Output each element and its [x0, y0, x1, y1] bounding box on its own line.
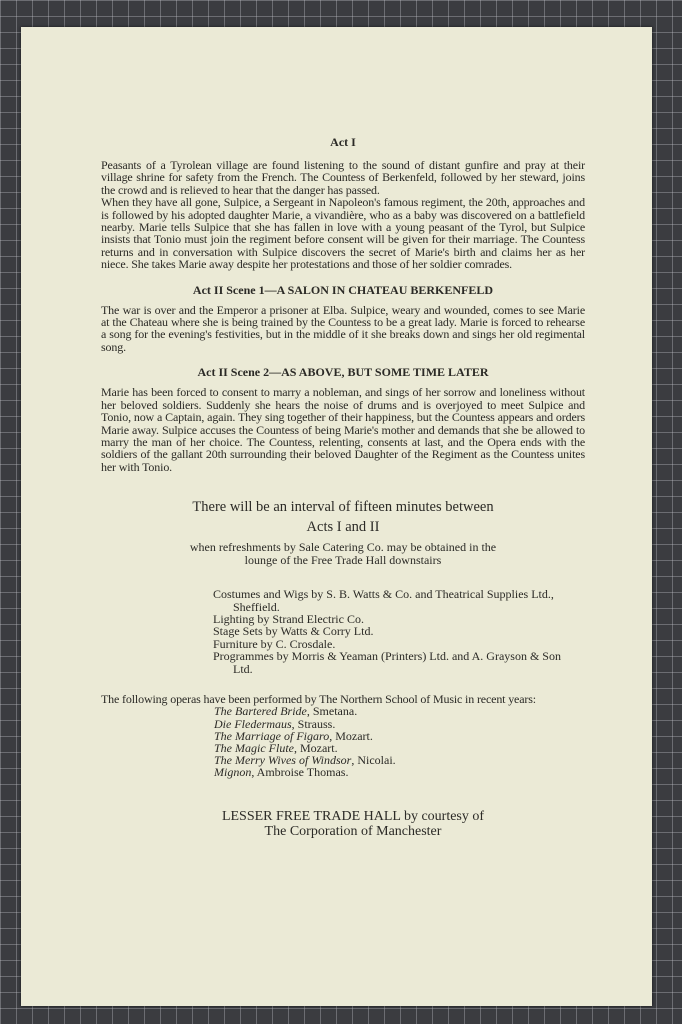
act1-synopsis: Peasants of a Tyrolean village are found listening to the sound of distant gunfire and pray at their village shrine for safety from the French. The Countess of Berkenfeld, followed by her steward, joins the crowd and is relieved to hear that the danger has passed.	[101, 158, 585, 197]
opera-title: Die Fledermaus	[214, 716, 292, 731]
opera-composer: , Mozart.	[329, 728, 373, 743]
opera-title: The Magic Flute	[214, 740, 294, 755]
opera-item	[214, 766, 585, 778]
operas-intro: The following operas have been performed by The Northern School of Music in recent years:	[101, 691, 536, 706]
opera-composer: , Mozart.	[293, 740, 338, 755]
page-content	[101, 135, 585, 840]
act2-scene2-heading: Act II Scene 2—AS ABOVE, BUT SOME TIME LATER	[197, 365, 489, 380]
footer-line-1: LESSER FREE TRADE HALL by courtesy of	[221, 808, 485, 824]
venue-footer	[121, 809, 585, 840]
credit-costumes: Costumes and Wigs by S. B. Watts & Co. and Theatrical Supplies Ltd., Sheffield.	[213, 587, 554, 614]
act1-synopsis-continued: When they have all gone, Sulpice, a Sergeant in Napoleon's famous regiment, the 20th, approaches and is followed by his adopted daughter Marie, a vivandière, who as a baby was discovered on a battlefield nearby. Marie tells Sulpice that she has fallen in love with a young peasant of the Tyrol, but Sulpice insists that Tonio must join the regiment before consent will be given for their marriage. The Countess returns and in conversation with Sulpice discovers the secret of Marie's birth and claims her as her niece. She takes Marie away despite her protestations and those of her soldier comrades.	[101, 195, 585, 272]
interval-line-3: when refreshments by Sale Catering Co. may be obtained in the	[189, 540, 497, 555]
interval-line-2: Acts I and II	[306, 519, 380, 536]
credit-programmes: Programmes by Morris & Yeaman (Printers) Ltd. and A. Grayson & Son Ltd.	[213, 649, 561, 676]
production-credits	[213, 588, 583, 675]
opera-title: The Marriage of Figaro	[214, 728, 330, 743]
opera-title: The Merry Wives of Windsor	[214, 753, 352, 768]
opera-composer: , Nicolai.	[351, 753, 396, 768]
interval-notice	[101, 497, 585, 566]
opera-title: The Bartered Bride	[214, 704, 307, 719]
interval-line-4: lounge of the Free Trade Hall downstairs	[244, 552, 442, 567]
opera-composer: , Ambroise Thomas.	[251, 765, 349, 780]
footer-line-2: The Corporation of Manchester	[264, 824, 442, 840]
act2-scene2-synopsis: Marie has been forced to consent to marry a nobleman, and sings of her sorrow and loneliness without her beloved soldiers. Suddenly she hears the noise of drums and is overjoyed to meet Sulpice and Tonio, now a Captain, again. They sing together of their happiness, but the Countess appears and orders Marie away. Sulpice accuses the Countess of being Marie's mother and demands that she be allowed to marry the man of her choice. The Countess, relenting, consents at last, and the Opera ends with the soldiers of the gallant 20th surrounding their beloved Daughter of the Regiment as the Countess unites her with Tonio.	[101, 385, 585, 474]
operas-list	[214, 705, 585, 778]
act1-heading: Act I	[330, 135, 356, 149]
interval-line-1: There will be an interval of fifteen minutes between	[192, 499, 494, 516]
opera-composer: , Smetana.	[306, 704, 358, 719]
credit-lighting: Lighting by Strand Electric Co.	[213, 611, 364, 626]
opera-composer: , Strauss.	[291, 716, 336, 731]
act2-scene1-synopsis: The war is over and the Emperor a prisoner at Elba. Sulpice, weary and wounded, comes to see Marie at the Chateau where she is being trained by the Countess to be a great lady. Marie is forced to rehearse a song for the evening's festivities, but in the middle of it she breaks down and sings her old regimental song.	[101, 302, 585, 354]
act2-scene1-heading: Act II Scene 1—A SALON IN CHATEAU BERKENFELD	[192, 282, 494, 297]
programme-page	[21, 27, 652, 1006]
opera-title: Mignon	[214, 765, 252, 780]
credit-stage-sets: Stage Sets by Watts & Corry Ltd.	[213, 624, 374, 639]
credit-furniture: Furniture by C. Crosdale.	[213, 636, 336, 651]
